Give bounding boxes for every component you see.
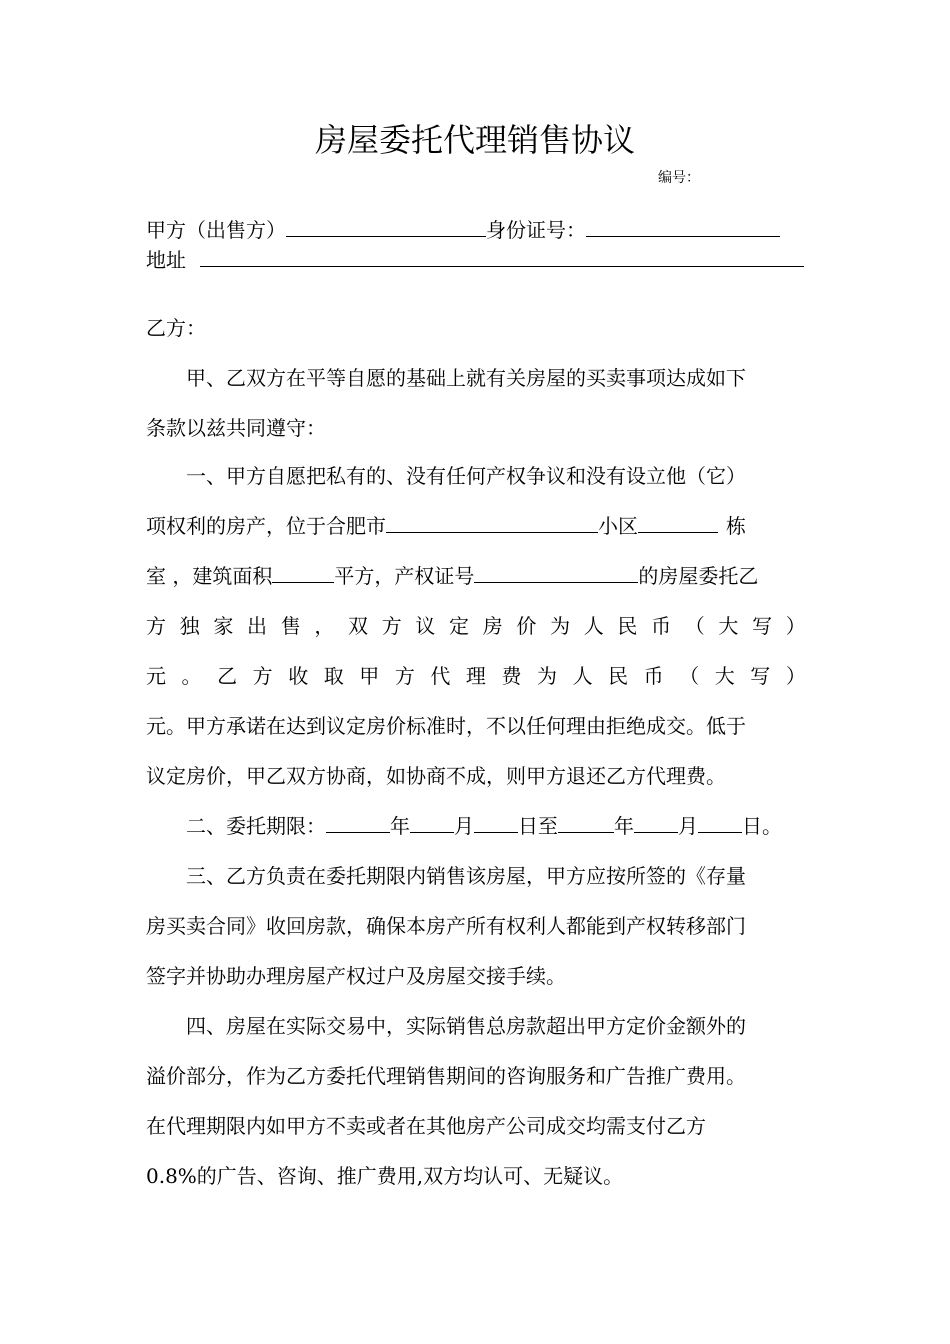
glyph: 价 bbox=[516, 614, 537, 638]
start-day-blank bbox=[474, 813, 518, 833]
clause-2-line bbox=[146, 812, 806, 840]
glyph: （ bbox=[684, 614, 705, 638]
clause-4-line-2: 溢价部分，作为乙方委托代理销售期间的咨询服务和广告推广费用。 bbox=[146, 1064, 746, 1088]
intro-line-1: 甲、乙双方在平等自愿的基础上就有关房屋的买卖事项达成如下 bbox=[186, 366, 746, 390]
glyph: 方 bbox=[146, 614, 166, 638]
clause-1-line-2 bbox=[146, 512, 806, 540]
glyph: ， bbox=[314, 614, 335, 638]
community-blank bbox=[638, 513, 718, 533]
clause-1-line-6: 元。甲方承诺在达到议定房价标准时，不以任何理由拒绝成交。低于 bbox=[146, 714, 746, 738]
id-number-blank bbox=[586, 217, 780, 237]
clause-1-line-7: 议定房价，甲乙双方协商，如协商不成，则甲方退还乙方代理费。 bbox=[146, 764, 726, 788]
glyph: 方 bbox=[381, 614, 402, 638]
glyph: 乙 bbox=[217, 664, 238, 688]
area-blank bbox=[272, 563, 334, 583]
glyph: 。 bbox=[181, 664, 202, 688]
glyph: 房 bbox=[482, 614, 503, 638]
glyph: 币 bbox=[643, 664, 664, 688]
clause-1-line-1: 一、甲方自愿把私有的、没有任何产权争议和没有设立他（它） bbox=[186, 464, 746, 488]
certificate-label: 平方，产权证号 bbox=[334, 564, 475, 588]
start-year-blank bbox=[326, 813, 390, 833]
glyph: 大 bbox=[718, 614, 739, 638]
glyph: 民 bbox=[617, 614, 638, 638]
glyph: 人 bbox=[572, 664, 593, 688]
glyph: 费 bbox=[501, 664, 522, 688]
glyph: ） bbox=[785, 664, 806, 688]
id-number-label: 身份证号： bbox=[486, 218, 586, 242]
city-blank bbox=[386, 513, 598, 533]
year-label: 年 bbox=[390, 814, 410, 838]
certificate-blank bbox=[474, 563, 638, 583]
glyph: 理 bbox=[465, 664, 486, 688]
clause-1-line-3 bbox=[146, 562, 806, 590]
building-label: 栋 bbox=[726, 514, 746, 538]
glyph: 写 bbox=[750, 664, 771, 688]
glyph: 出 bbox=[247, 614, 268, 638]
clause-3-line-2: 房买卖合同》收回房款，确保本房产所有权利人都能到产权转移部门 bbox=[146, 914, 746, 938]
clause-1-line-5 bbox=[146, 662, 806, 690]
clause-4-line-4: 0.8%的广告、咨询、推广费用,双方均认可、无疑议。 bbox=[146, 1164, 624, 1188]
glyph: 独 bbox=[179, 614, 200, 638]
glyph: 售 bbox=[280, 614, 301, 638]
glyph: 币 bbox=[651, 614, 672, 638]
end-day-blank bbox=[698, 813, 742, 833]
glyph: 为 bbox=[550, 614, 571, 638]
glyph: 收 bbox=[288, 664, 309, 688]
month-label: 月 bbox=[454, 814, 474, 838]
glyph: 写 bbox=[752, 614, 773, 638]
glyph: 家 bbox=[213, 614, 234, 638]
party-a-label: 甲方（出售方） bbox=[146, 218, 286, 242]
address-blank bbox=[200, 247, 804, 267]
address-line bbox=[146, 246, 806, 274]
glyph: 定 bbox=[449, 614, 470, 638]
glyph: 民 bbox=[608, 664, 629, 688]
term-label: 二、委托期限： bbox=[186, 814, 326, 838]
clause-3-line-1: 三、乙方负责在委托期限内销售该房屋，甲方应按所签的《存量 bbox=[186, 864, 746, 888]
glyph: 为 bbox=[537, 664, 558, 688]
document-number-label: 编号： bbox=[658, 170, 700, 186]
clause-4-line-3: 在代理期限内如甲方不卖或者在其他房产公司成交均需支付乙方 bbox=[146, 1114, 706, 1138]
community-label: 小区 bbox=[598, 514, 638, 538]
clause-1-location-text: 项权利的房产，位于合肥市 bbox=[146, 514, 386, 538]
clause-1-line-4 bbox=[146, 612, 806, 640]
document-title: 房屋委托代理销售协议 bbox=[314, 121, 635, 159]
month-label: 月 bbox=[678, 814, 698, 838]
end-year-blank bbox=[558, 813, 614, 833]
clause-4-line-1: 四、房屋在实际交易中，实际销售总房款超出甲方定价金额外的 bbox=[186, 1014, 746, 1038]
address-label: 地址 bbox=[146, 248, 186, 272]
glyph: ） bbox=[785, 614, 806, 638]
year-label: 年 bbox=[614, 814, 634, 838]
glyph: 元 bbox=[146, 664, 166, 688]
end-month-blank bbox=[634, 813, 678, 833]
glyph: 双 bbox=[348, 614, 369, 638]
start-month-blank bbox=[410, 813, 454, 833]
day-to-label: 日至 bbox=[518, 814, 558, 838]
glyph: 方 bbox=[252, 664, 273, 688]
party-b-label: 乙方： bbox=[146, 316, 206, 340]
glyph: 甲 bbox=[359, 664, 380, 688]
glyph: 人 bbox=[583, 614, 604, 638]
clause-3-line-3: 签字并协助办理房屋产权过户及房屋交接手续。 bbox=[146, 964, 566, 988]
room-area-text: 室 ，建筑面积 bbox=[146, 564, 273, 588]
intro-line-2: 条款以兹共同遵守： bbox=[146, 416, 326, 440]
glyph: 议 bbox=[415, 614, 436, 638]
party-a-line bbox=[146, 216, 806, 244]
glyph: （ bbox=[679, 664, 700, 688]
entrust-text: 的房屋委托乙 bbox=[638, 564, 759, 588]
glyph: 大 bbox=[714, 664, 735, 688]
glyph: 取 bbox=[323, 664, 344, 688]
party-a-blank bbox=[286, 217, 486, 237]
glyph: 方 bbox=[394, 664, 415, 688]
glyph: 代 bbox=[430, 664, 451, 688]
day-end-label: 日。 bbox=[742, 814, 782, 838]
